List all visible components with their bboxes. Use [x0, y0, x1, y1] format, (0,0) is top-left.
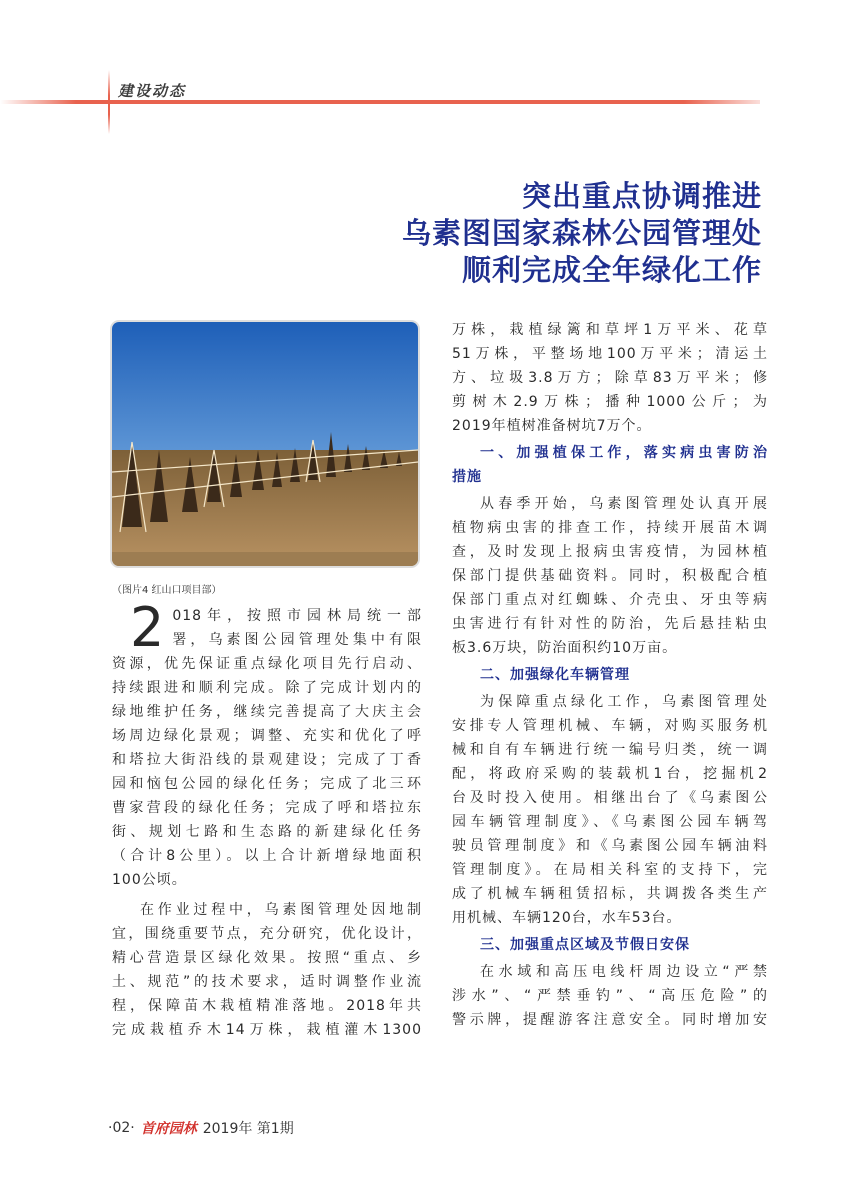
drop-cap: 2: [130, 596, 165, 659]
text-line: 曹家营段的绿化任务；完成了呼和塔拉东: [112, 800, 422, 816]
text-line: 查，及时发现上报病虫害疫情，为园林植: [452, 544, 768, 560]
text-line: 警示牌，提醒游客注意安全。同时增加安: [452, 1012, 768, 1028]
article-title: [402, 178, 762, 289]
section-heading-3: 三、加强重点区域及节假日安保: [480, 937, 690, 953]
text-line: 署，乌素图公园管理处集中有限: [172, 632, 422, 648]
text-line: 程，保障苗木栽植精准落地。2018年共: [112, 998, 422, 1014]
text-line: 从春季开始，乌素图管理处认真开展: [480, 496, 768, 512]
article-photo: [112, 322, 418, 566]
paragraph-intro: [112, 596, 422, 892]
text-line: 园和恼包公园的绿化任务；完成了北三环: [112, 776, 422, 792]
text-line: 用机械、车辆120台，水车53台。: [452, 910, 682, 926]
text-line: 土、规范”的技术要求，适时调整作业流: [112, 974, 422, 990]
title-line-1: 突出重点协调推进: [521, 179, 762, 213]
text-line: 场周边绿化景观；调整、充实和优化了呼: [112, 728, 422, 744]
page-number: ·02·: [108, 1120, 135, 1136]
text-line: 台及时投入使用。相继出台了《乌素图公: [452, 790, 768, 806]
text-line: 万株，栽植绿篱和草坪1万平米、花草: [452, 322, 768, 338]
text-line: 械和自有车辆进行统一编号归类，统一调: [452, 742, 768, 758]
text-line: 板3.6万块，防治面积约10万亩。: [452, 640, 678, 656]
text-line: 驶员管理制度》和《乌素图公园车辆油料: [452, 838, 768, 854]
title-line-3: 顺利完成全年绿化工作: [461, 253, 762, 287]
text-line: 2019年植树准备树坑7万个。: [452, 418, 652, 434]
text-line: 完成栽植乔木14万株，栽植灌木1300: [112, 1022, 422, 1038]
text-line: 安排专人管理机械、车辆，对购买服务机: [452, 718, 768, 734]
text-line: 虫害进行有针对性的防治，先后悬挂粘虫: [452, 616, 768, 632]
text-line: 018年，按照市园林局统一部: [172, 608, 422, 624]
text-line: 为保障重点绿化工作，乌素图管理处: [480, 694, 768, 710]
text-line: 持续跟进和顺利完成。除了完成计划内的: [112, 680, 422, 696]
text-line: 保部门提供基础资料。同时，积极配合植: [452, 568, 768, 584]
section-heading-2: 二、加强绿化车辆管理: [480, 667, 630, 683]
text-line: 绿地维护任务，继续完善提高了大庆主会: [112, 704, 422, 720]
page-footer: [108, 1118, 294, 1138]
heading-line: 一、加强植保工作，落实病虫害防治: [480, 445, 768, 461]
text-line: 100公顷。: [112, 872, 187, 888]
text-line: 保部门重点对红蜘蛛、介壳虫、牙虫等病: [452, 592, 768, 608]
left-column: [112, 596, 422, 1042]
text-line: 和塔拉大街沿线的景观建设；完成了丁香: [112, 752, 422, 768]
text-line: 51万株，平整场地100万平米；清运土: [452, 346, 768, 362]
text-line: 精心营造景区绿化效果。按照“重点、乡: [112, 950, 422, 966]
paragraph-pest-control: [452, 492, 768, 660]
paragraph-security: [452, 960, 768, 1032]
text-line: 资源，优先保证重点绿化项目先行启动、: [112, 656, 422, 672]
text-line: 剪树木2.9万株；播种1000公斤；为: [452, 394, 768, 410]
section-header-accent-line: [108, 70, 110, 134]
text-line: 涉水”、“严禁垂钓”、“高压危险”的: [452, 988, 768, 1004]
paragraph-process: [112, 898, 422, 1042]
text-line: （合计8公里）。以上合计新增绿地面积: [112, 848, 422, 864]
text-line: 园车辆管理制度》、《乌素图公园车辆驾: [452, 814, 768, 830]
right-column: [452, 318, 768, 1032]
photo-caption: （图片4 红山口项目部）: [112, 585, 222, 596]
magazine-name: 首府园林: [140, 1121, 197, 1137]
paragraph-vehicles: [452, 690, 768, 930]
text-line: 管理制度》。在局相关科室的支持下，完: [452, 862, 768, 878]
paragraph-continuation: [452, 318, 768, 438]
text-line: 成了机械车辆租赁招标，共调拨各类生产: [452, 886, 768, 902]
title-line-2: 乌素图国家森林公园管理处: [401, 216, 762, 250]
text-line: 植物病虫害的排查工作，持续开展苗木调: [452, 520, 768, 536]
heading-line: 措施: [452, 469, 482, 485]
text-line: 在作业过程中，乌素图管理处因地制: [140, 902, 422, 918]
text-line: 方、垃圾3.8万方；除草83万平米；修: [452, 370, 768, 386]
section-label: 建设动态: [118, 82, 187, 100]
issue-info: 2019年 第1期: [202, 1121, 294, 1137]
text-line: 配，将政府采购的装载机1台，挖掘机2: [452, 766, 768, 782]
text-line: 街、规划七路和生态路的新建绿化任务: [112, 824, 422, 840]
section-header-bar: [0, 100, 760, 104]
section-heading-1: [452, 441, 768, 489]
text-line: 在水域和高压电线杆周边设立“严禁: [480, 964, 768, 980]
text-line: 宜，围绕重要节点，充分研究，优化设计，: [112, 926, 422, 942]
